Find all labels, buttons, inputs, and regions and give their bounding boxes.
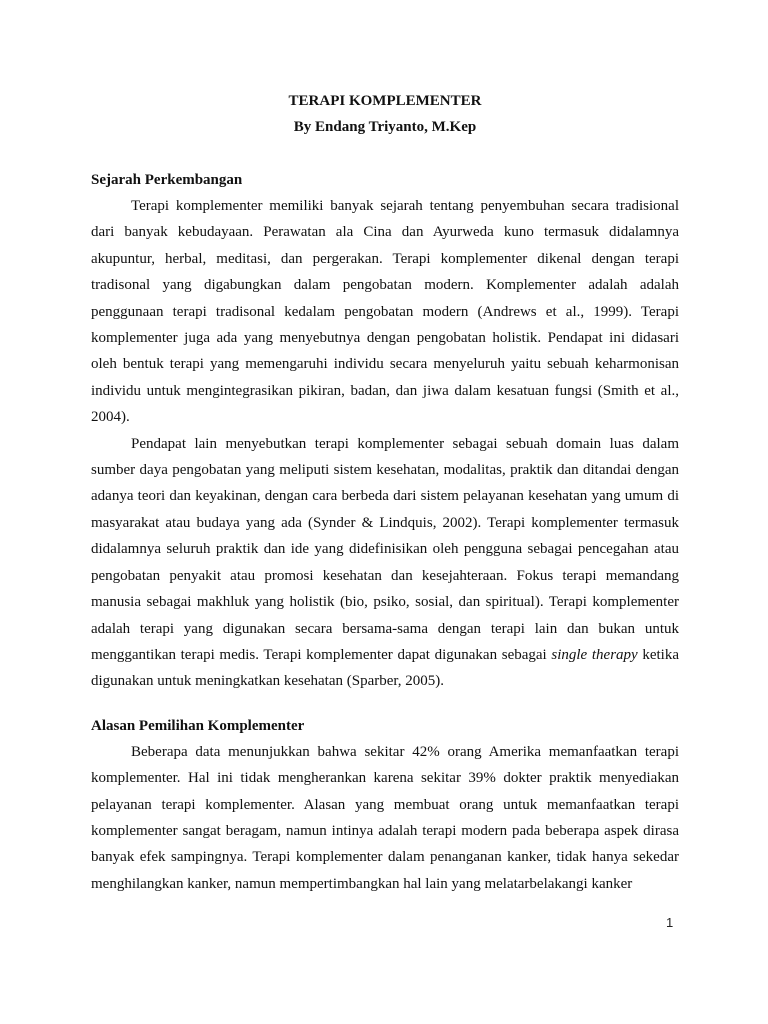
paragraph-text: Pendapat lain menyebutkan terapi komplementer sebagai sebuah domain luas dalam sumber daya pengobatan yang meliputi sistem kesehatan, modalitas, praktik dan ditandai dengan adanya teori dan keyakinan, dengan cara berbeda dari sistem pelayanan kesehatan yang umum di masyarakat atau budaya yang ada (Synder & Lindquis, 2002). Terapi komplementer termasuk didalamnya seluruh praktik dan ide yang didefinisikan oleh pengguna sebagai pencegahan atau pengobatan penyakit atau promosi kesehatan dan kesejahteraan. Fokus terapi memandang manusia sebagai makhluk yang holistik (bio, psiko, sosial, dan spiritual). Terapi komplementer adalah terapi yang digunakan secara bersama-sama dengan terapi lain dan bukan untuk menggantikan terapi medis. Terapi komplementer dapat digunakan sebagai <box>91 435 679 663</box>
emphasis-text: single therapy <box>551 646 638 663</box>
spacer <box>91 140 679 167</box>
section-heading-alasan: Alasan Pemilihan Komplementer <box>91 717 305 734</box>
document-title: TERAPI KOMPLEMENTER <box>288 93 482 109</box>
section-heading-sejarah: Sejarah Perkembangan <box>91 172 243 188</box>
spacer <box>91 695 679 713</box>
page-number: 1 <box>666 915 674 930</box>
document-byline: By Endang Triyanto, M.Kep <box>293 119 477 135</box>
paragraph-sejarah-1: Terapi komplementer memiliki banyak sejarah tentang penyembuhan secara tradisional dari banyak kebudayaan. Perawatan ala Cina dan Ayurweda kuno termasuk didalamnya akupuntur, herbal, meditasi, dan pergerakan. Terapi komplementer dikenal dengan terapi tradisonal yang digabungkan dalam pengobatan modern. Komplementer adalah adalah penggunaan terapi tradisonal kedalam pengobatan modern (Andrews et al., 1999). Terapi komplementer juga ada yang menyebutnya dengan pengobatan holistik. Pendapat ini didasari oleh bentuk terapi yang memengaruhi individu secara menyeluruh yaitu sebuah keharmonisan individu untuk mengintegrasikan pikiran, badan, dan jiwa dalam kesatuan fungsi (Smith et al., 2004). <box>91 198 679 426</box>
paragraph-alasan-1: Beberapa data menunjukkan bahwa sekitar 42% orang Amerika memanfaatkan terapi komplementer. Hal ini tidak mengherankan karena sekitar 39% dokter praktik menyediakan pelayanan terapi komplementer. Alasan yang membuat orang untuk memanfaatkan terapi komplementer sangat beragam, namun intinya adalah terapi modern pada beberapa aspek dirasa banyak efek sampingnya. Terapi komplementer dalam penanganan kanker, tidak hanya sekedar menghilangkan kanker, namun mempertimbangkan hal lain yang melatarbelakangi kanker <box>91 743 679 892</box>
paragraph-text: ketika digunakan untuk meningkatkan kesehatan (Sparber, 2005). <box>91 646 679 690</box>
paragraph-sejarah-2 <box>91 431 679 695</box>
page-content <box>91 88 679 897</box>
